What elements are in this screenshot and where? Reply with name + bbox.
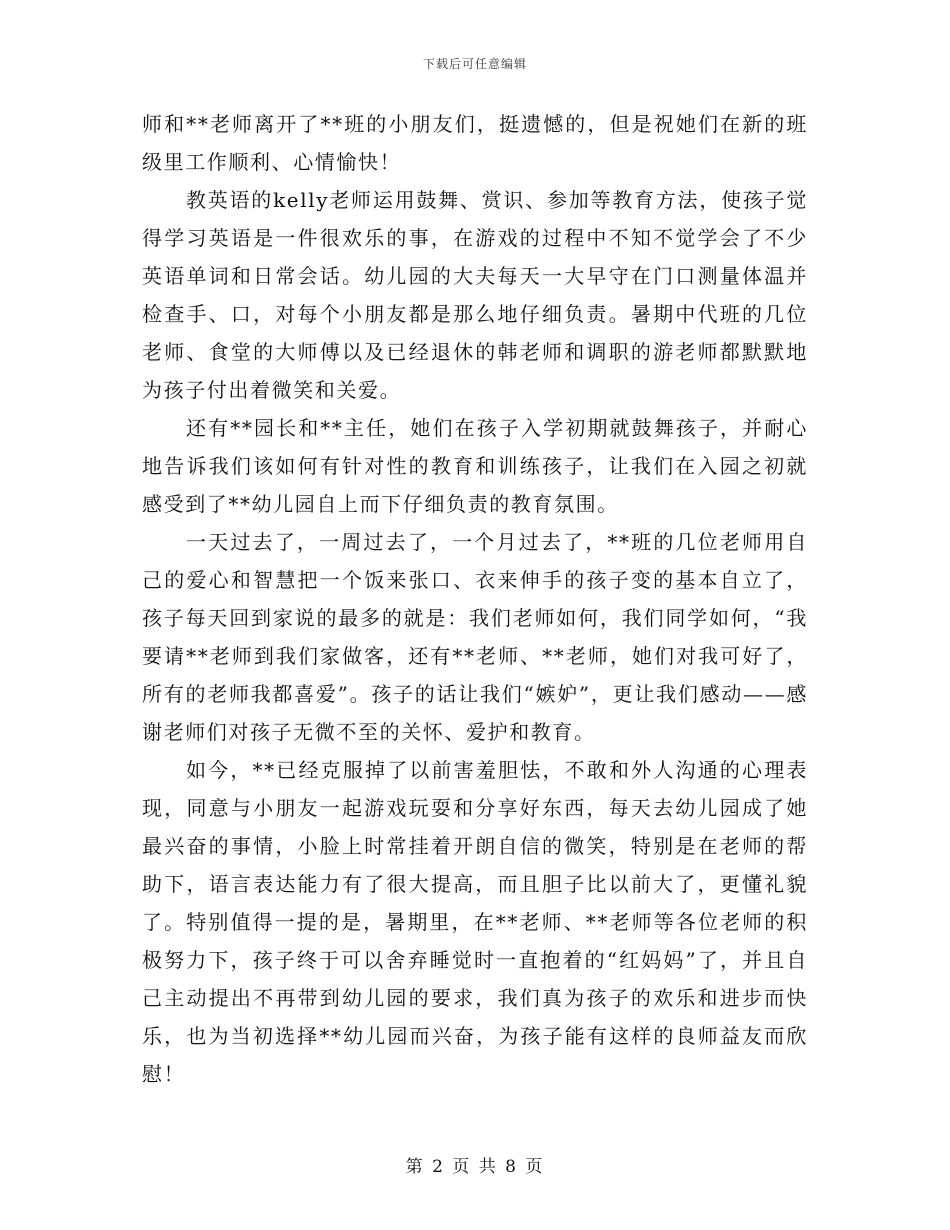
paragraph-time-passing: 一天过去了，一周过去了，一个月过去了，**班的几位老师用自己的爱心和智慧把一个饭来张口、衣来伸手的孩子变的基本自立了，孩子每天回到家说的最多的就是：我们老师如何，我们同学如何，“我要请**老师到我们家做客，还有**老师、**老师，她们对我可好了，所有的老师我都喜爱”。孩子的话让我们“嫉妒”，更让我们感动——感谢老师们对孩子无微不至的关怀、爱护和教育。 (142, 530, 808, 744)
paragraph-director: 还有**园长和**主任，她们在孩子入学初期就鼓舞孩子，并耐心地告诉我们该如何有针对性的教育和训练孩子，让我们在入园之初就感受到了**幼儿园自上而下仔细负责的教育氛围。 (142, 416, 808, 516)
paragraph-continuation: 师和**老师离开了**班的小朋友们，挺遗憾的，但是祝她们在新的班级里工作顺利、心情愉快！ (142, 112, 808, 174)
page-header: 下载后可任意编辑 (422, 57, 527, 71)
paragraph-progress: 如今，**已经克服掉了以前害羞胆怯，不敢和外人沟通的心理表现，同意与小朋友一起游戏玩耍和分享好东西，每天去幼儿园成了她最兴奋的事情，小脸上时常挂着开朗自信的微笑，特别是在老师的帮助下，语言表达能力有了很大提高，而且胆子比以前大了，更懂礼貌了。特别值得一提的是，暑期里，在**老师、**老师等各位老师的积极努力下，孩子终于可以舍弃睡觉时一直抱着的“红妈妈”了，并且自己主动提出不再带到幼儿园的要求，我们真为孩子的欢乐和进步而快乐，也为当初选择**幼儿园而兴奋，为孩子能有这样的良师益友而欣慰！ (142, 758, 808, 1086)
document-body (142, 105, 808, 1093)
paragraph-english-teacher: 教英语的kelly老师运用鼓舞、赏识、参加等教育方法，使孩子觉得学习英语是一件很欢乐的事，在游戏的过程中不知不觉学会了不少英语单词和日常会话。幼儿园的大夫每天一大早守在门口测量体温并检查手、口，对每个小朋友都是那么地仔细负责。暑期中代班的几位老师、食堂的大师傅以及已经退休的韩老师和调职的游老师都默默地为孩子付出着微笑和关爱。 (142, 188, 808, 402)
page-footer: 第 2 页 共 8 页 (405, 1157, 545, 1177)
